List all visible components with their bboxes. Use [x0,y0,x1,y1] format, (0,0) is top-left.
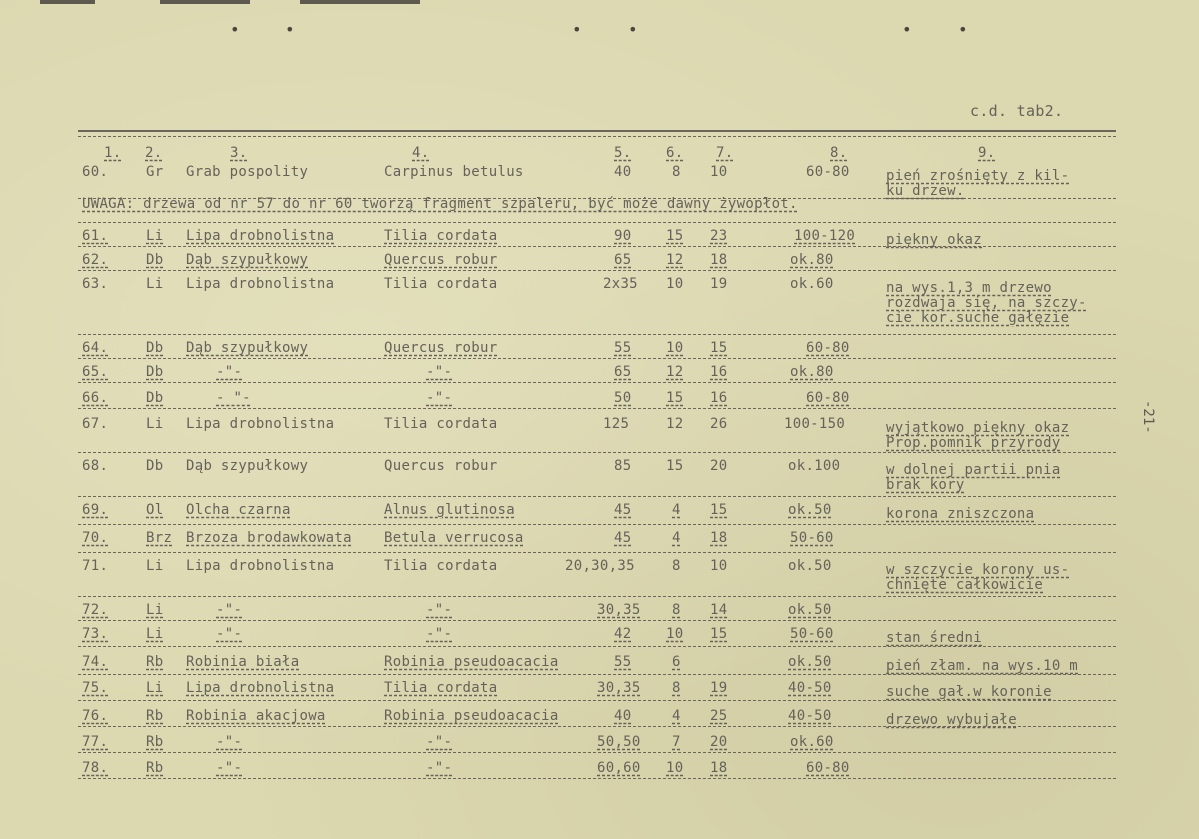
cell-latin-name: Carpinus betulus [384,164,524,180]
cell-polish-name: -"- [216,760,243,776]
cell-notes-line: brak kory [886,477,965,493]
row-separator [78,620,1116,621]
cell-circumference: 2x35 [603,276,638,292]
cell-notes-line: chnięte całkowicie [886,577,1044,593]
cell-crown-width: 4 [672,502,681,518]
cell-tree-number: 63. [82,276,109,292]
cell-species-code: Li [146,558,164,574]
cell-crown-width: 10 [666,340,684,356]
cell-polish-name: Brzoza brodawkowata [186,530,352,546]
cell-latin-name: -"- [426,760,453,776]
cell-tree-number: 64. [82,340,109,356]
cell-latin-name: Alnus glutinosa [384,502,515,518]
cell-age: 50-60 [790,530,834,546]
cell-height: 23 [710,228,728,244]
cell-height: 15 [710,502,728,518]
cell-height: 25 [710,708,728,724]
cell-polish-name: -"- [216,364,243,380]
cell-circumference: 45 [614,530,632,546]
cell-crown-width: 10 [666,760,684,776]
row-separator [78,646,1116,647]
cell-age: 100-120 [794,228,856,244]
row-separator [78,726,1116,727]
row-separator [78,334,1116,335]
cell-crown-width: 12 [666,416,684,432]
cell-latin-name: -"- [426,602,453,618]
column-header-5: 5. [614,145,632,161]
cell-species-code: Db [146,458,164,474]
cell-crown-width: 10 [666,276,684,292]
row-separator [78,408,1116,409]
cell-latin-name: Tilia cordata [384,416,498,432]
row-separator [78,674,1116,675]
cell-age: ok.50 [788,602,832,618]
cell-polish-name: - "- [216,390,251,406]
cell-tree-number: 74. [82,654,109,670]
cell-notes-line: piękny okaz [886,232,983,248]
column-header-3: 3. [230,145,248,161]
cell-crown-width: 15 [666,390,684,406]
cell-circumference: 40 [614,708,632,724]
cell-latin-name: Tilia cordata [384,558,498,574]
cell-age: ok.50 [788,654,832,670]
cell-polish-name: Robinia akacjowa [186,708,326,724]
cell-age: ok.80 [790,252,834,268]
cell-latin-name: Quercus robur [384,458,498,474]
cell-notes-line: wyjątkowo piękny okaz [886,420,1070,436]
cell-polish-name: -"- [216,626,243,642]
cell-height: 19 [710,680,728,696]
punch-dot: • [285,20,295,39]
column-header-9: 9. [978,145,996,161]
cell-circumference: 85 [614,458,632,474]
cell-latin-name: -"- [426,390,453,406]
cell-polish-name: Robinia biała [186,654,300,670]
cell-height: 14 [710,602,728,618]
cell-polish-name: Lipa drobnolistna [186,276,335,292]
cell-species-code: Li [146,680,164,696]
cell-circumference: 60,60 [597,760,641,776]
column-header-6: 6. [666,145,684,161]
column-header-2: 2. [145,145,163,161]
cell-tree-number: 67. [82,416,109,432]
cell-tree-number: 73. [82,626,109,642]
cell-crown-width: 4 [672,708,681,724]
cell-age: 40-50 [788,708,832,724]
cell-circumference: 65 [614,364,632,380]
cell-species-code: Li [146,276,164,292]
cell-tree-number: 72. [82,602,109,618]
row-separator [78,778,1116,779]
cell-age: ok.50 [788,502,832,518]
punch-dot: • [572,20,582,39]
page-edge-mark [160,0,250,4]
cell-age: ok.80 [790,364,834,380]
cell-circumference: 30,35 [597,680,641,696]
punch-dot: • [628,20,638,39]
cell-species-code: Rb [146,734,164,750]
cell-species-code: Brz [146,530,173,546]
cell-circumference: 50,50 [597,734,641,750]
punch-dot: • [958,20,968,39]
punch-dot: • [230,20,240,39]
cell-circumference: 90 [614,228,632,244]
cell-species-code: Ol [146,502,164,518]
cell-tree-number: 60. [82,164,109,180]
page-edge-mark [40,0,95,4]
cell-polish-name: Dąb szypułkowy [186,458,309,474]
punch-dot: • [902,20,912,39]
cell-notes-line: pień zrośnięty z kil- [886,168,1070,184]
row-separator [78,452,1116,453]
cell-polish-name: -"- [216,734,243,750]
cell-notes-line: rozdwaja się, na szczy- [886,295,1087,311]
cell-height: 19 [710,276,728,292]
cell-age: 60-80 [806,390,850,406]
cell-circumference: 42 [614,626,632,642]
cell-latin-name: -"- [426,734,453,750]
cell-latin-name: Tilia cordata [384,228,498,244]
cell-crown-width: 15 [666,458,684,474]
cell-circumference: 55 [614,654,632,670]
cell-species-code: Rb [146,708,164,724]
cell-circumference: 55 [614,340,632,356]
cell-notes-line: suche gał.w koronie [886,684,1052,700]
cell-polish-name: Lipa drobnolistna [186,416,335,432]
cell-height: 18 [710,760,728,776]
cell-polish-name: -"- [216,602,243,618]
cell-species-code: Rb [146,760,164,776]
cell-height: 10 [710,164,728,180]
cell-notes-line: stan średni [886,630,983,646]
cell-crown-width: 8 [672,164,681,180]
cell-species-code: Db [146,364,164,380]
cell-crown-width: 7 [672,734,681,750]
cell-crown-width: 15 [666,228,684,244]
cell-circumference: 40 [614,164,632,180]
cell-tree-number: 62. [82,252,109,268]
cell-age: ok.60 [790,276,834,292]
cell-crown-width: 8 [672,558,681,574]
cell-circumference: 65 [614,252,632,268]
cell-polish-name: Dąb szypułkowy [186,252,309,268]
cell-age: ok.100 [788,458,841,474]
continuation-note: c.d. tab2. [970,102,1064,120]
cell-notes-line: na wys.1,3 m drzewo [886,280,1052,296]
cell-tree-number: 69. [82,502,109,518]
cell-polish-name: Lipa drobnolistna [186,680,335,696]
cell-latin-name: Robinia pseudoacacia [384,708,559,724]
cell-tree-number: 70. [82,530,109,546]
cell-age: 100-150 [784,416,846,432]
cell-height: 10 [710,558,728,574]
cell-latin-name: -"- [426,626,453,642]
cell-crown-width: 10 [666,626,684,642]
cell-height: 16 [710,364,728,380]
cell-species-code: Db [146,340,164,356]
table-note: UWAGA: drzewa od nr 57 do nr 60 tworzą fragment szpaleru, być może dawny żywopłot. [82,196,798,212]
cell-height: 15 [710,626,728,642]
cell-polish-name: Lipa drobnolistna [186,558,335,574]
cell-species-code: Li [146,228,164,244]
row-separator [78,496,1116,497]
cell-crown-width: 12 [666,252,684,268]
page-number: -21- [1140,400,1156,434]
row-separator [78,358,1116,359]
cell-height: 20 [710,734,728,750]
cell-notes-line: pień złam. na wys.10 m [886,658,1079,674]
cell-latin-name: Tilia cordata [384,680,498,696]
cell-notes-line: drzewo wybujałe [886,712,1017,728]
cell-crown-width: 6 [672,654,681,670]
column-header-1: 1. [104,145,122,161]
cell-circumference: 50 [614,390,632,406]
cell-age: 40-50 [788,680,832,696]
cell-species-code: Gr [146,164,164,180]
cell-notes-line: w szczycie korony us- [886,562,1070,578]
row-separator [78,222,1116,223]
cell-tree-number: 65. [82,364,109,380]
cell-polish-name: Lipa drobnolistna [186,228,335,244]
cell-age: 60-80 [806,760,850,776]
table-top-rule [78,136,1116,137]
cell-species-code: Db [146,390,164,406]
cell-age: 50-60 [790,626,834,642]
cell-circumference: 20,30,35 [565,558,635,574]
table-top-rule [78,130,1116,132]
cell-height: 20 [710,458,728,474]
cell-circumference: 125 [603,416,630,432]
cell-latin-name: Quercus robur [384,340,498,356]
column-header-4: 4. [412,145,430,161]
cell-tree-number: 68. [82,458,109,474]
cell-species-code: Li [146,602,164,618]
cell-tree-number: 61. [82,228,109,244]
cell-height: 15 [710,340,728,356]
cell-circumference: 30,35 [597,602,641,618]
cell-height: 16 [710,390,728,406]
cell-tree-number: 75. [82,680,109,696]
cell-age: ok.50 [788,558,832,574]
cell-age: ok.60 [790,734,834,750]
cell-latin-name: Quercus robur [384,252,498,268]
row-separator [78,524,1116,525]
row-separator [78,246,1116,247]
cell-height: 18 [710,252,728,268]
page-edge-mark [300,0,420,4]
cell-species-code: Db [146,252,164,268]
cell-latin-name: -"- [426,364,453,380]
cell-tree-number: 78. [82,760,109,776]
cell-circumference: 45 [614,502,632,518]
cell-polish-name: Grab pospolity [186,164,309,180]
cell-notes-line: Prop.pomnik przyrody [886,435,1061,451]
cell-crown-width: 4 [672,530,681,546]
cell-crown-width: 8 [672,680,681,696]
cell-notes-line: ku drzew. [886,183,965,199]
cell-notes-line: w dolnej partii pnia [886,462,1061,478]
row-separator [78,700,1116,701]
cell-latin-name: Robinia pseudoacacia [384,654,559,670]
cell-crown-width: 8 [672,602,681,618]
row-separator [78,596,1116,597]
column-header-7: 7. [716,145,734,161]
cell-polish-name: Dąb szypułkowy [186,340,309,356]
cell-species-code: Li [146,626,164,642]
cell-species-code: Li [146,416,164,432]
cell-latin-name: Tilia cordata [384,276,498,292]
row-separator [78,382,1116,383]
cell-tree-number: 76. [82,708,109,724]
cell-height: 18 [710,530,728,546]
cell-polish-name: Olcha czarna [186,502,291,518]
cell-tree-number: 77. [82,734,109,750]
cell-notes-line: cie kor.suche gałęzie [886,310,1070,326]
cell-notes-line: korona zniszczona [886,506,1035,522]
cell-height: 26 [710,416,728,432]
row-separator [78,752,1116,753]
cell-crown-width: 12 [666,364,684,380]
column-header-8: 8. [830,145,848,161]
cell-tree-number: 71. [82,558,109,574]
row-separator [78,552,1116,553]
row-separator [78,270,1116,271]
cell-species-code: Rb [146,654,164,670]
cell-age: 60-80 [806,340,850,356]
cell-latin-name: Betula verrucosa [384,530,524,546]
cell-tree-number: 66. [82,390,109,406]
cell-age: 60-80 [806,164,850,180]
